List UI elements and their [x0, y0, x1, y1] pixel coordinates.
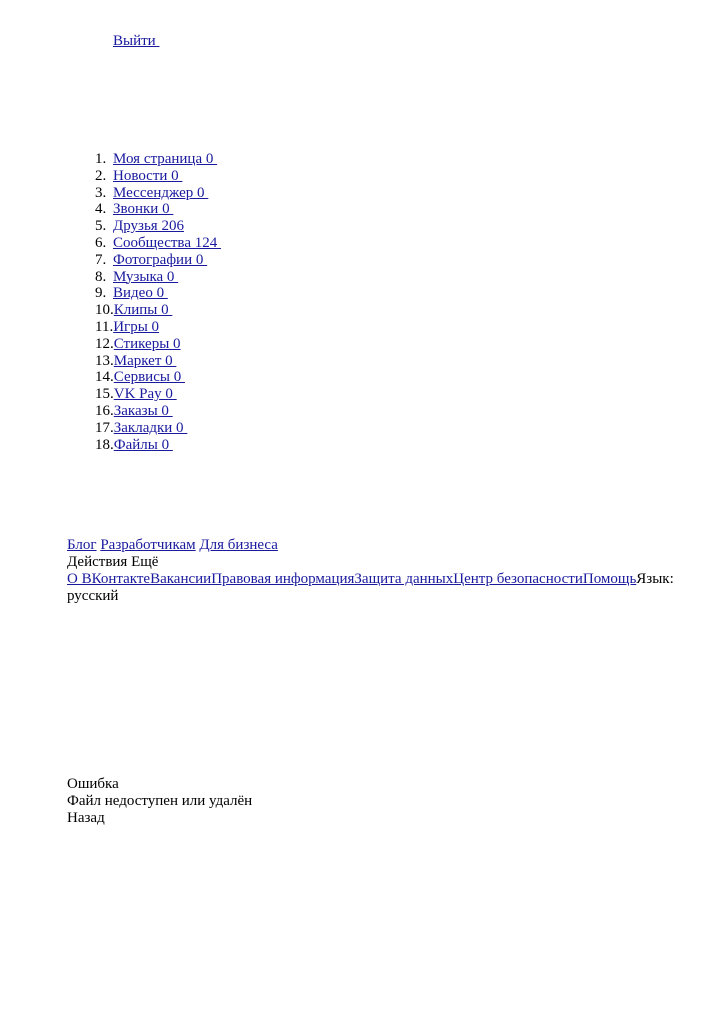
- menu-item-number: 17.: [95, 419, 114, 436]
- menu-item-number: 18.: [95, 436, 114, 453]
- menu-item: [95, 369, 221, 386]
- footer: [67, 537, 674, 605]
- menu-item-number: 15.: [95, 386, 114, 403]
- menu-item-number: 16.: [95, 402, 114, 419]
- footer-link-careers[interactable]: Вакансии: [150, 571, 212, 587]
- menu-link-calls[interactable]: Звонки 0: [113, 201, 174, 218]
- menu-item-number: 8.: [95, 268, 107, 285]
- menu-item: [95, 336, 221, 353]
- menu-link-bookmarks[interactable]: Закладки 0: [113, 419, 188, 436]
- menu-link-market[interactable]: Маркет 0: [113, 352, 177, 369]
- menu-link-vkpay[interactable]: VK Pay 0: [113, 386, 177, 403]
- menu-item: [95, 420, 221, 437]
- menu-link-services[interactable]: Сервисы 0: [113, 369, 185, 386]
- menu-item-number: 10.: [95, 302, 114, 319]
- header: [113, 33, 159, 50]
- menu-item: [95, 235, 221, 252]
- language-value[interactable]: русский: [67, 588, 119, 604]
- menu-item: [95, 437, 221, 454]
- footer-nav-row: [67, 537, 674, 554]
- menu-item: [95, 185, 221, 202]
- menu-item: [95, 201, 221, 218]
- menu-item-number: 14.: [95, 369, 114, 386]
- menu-item: [95, 302, 221, 319]
- menu-item: [95, 285, 221, 302]
- error-message: Файл недоступен или удалён: [67, 793, 253, 809]
- footer-info-row: [67, 571, 674, 588]
- menu-item-number: 5.: [95, 218, 107, 235]
- menu-item-number: 12.: [95, 335, 114, 352]
- menu-item-number: 7.: [95, 251, 107, 268]
- menu-link-photos[interactable]: Фотографии 0: [113, 251, 208, 268]
- back-link[interactable]: Назад: [67, 810, 105, 826]
- menu-link-communities[interactable]: Сообщества 124: [113, 234, 221, 251]
- menu-item-number: 2.: [95, 167, 107, 184]
- language-label: Язык:: [636, 571, 674, 587]
- menu-link-friends[interactable]: Друзья 206: [113, 218, 184, 235]
- menu-item: [95, 319, 221, 336]
- footer-link-about[interactable]: О ВКонтакте: [67, 571, 151, 587]
- menu-link-messenger[interactable]: Мессенджер 0: [113, 184, 209, 201]
- menu-item-number: 11.: [95, 318, 114, 335]
- menu-link-news[interactable]: Новости 0: [113, 167, 183, 184]
- menu-item: [95, 386, 221, 403]
- menu-link-my-page[interactable]: Моя страница 0: [113, 151, 218, 167]
- menu-item-number: 4.: [95, 201, 107, 218]
- menu-item: [95, 403, 221, 420]
- error-block: [67, 776, 252, 827]
- menu-item: [95, 252, 221, 269]
- logout-link[interactable]: Выйти: [113, 33, 160, 49]
- footer-link-developers[interactable]: Разработчикам: [100, 537, 196, 553]
- footer-link-business[interactable]: Для бизнеса: [199, 537, 278, 553]
- menu-item-number: 13.: [95, 352, 114, 369]
- menu-link-orders[interactable]: Заказы 0: [113, 402, 173, 419]
- menu-item-number: 6.: [95, 234, 107, 251]
- menu-item: [95, 269, 221, 286]
- footer-language-row: [67, 588, 674, 605]
- menu-link-stickers[interactable]: Стикеры 0: [113, 335, 181, 352]
- menu-link-video[interactable]: Видео 0: [113, 285, 168, 302]
- menu-item: [95, 353, 221, 370]
- footer-link-help[interactable]: Помощь: [582, 571, 637, 587]
- menu-link-clips[interactable]: Клипы 0: [113, 302, 173, 319]
- menu-item: [95, 151, 221, 168]
- menu-item: [95, 168, 221, 185]
- error-title: Ошибка: [67, 776, 119, 792]
- footer-link-safety-center[interactable]: Центр безопасности: [453, 571, 583, 587]
- actions-menu-label[interactable]: Действия: [67, 554, 128, 570]
- main-menu-list: [95, 151, 221, 453]
- footer-link-legal[interactable]: Правовая информация: [211, 571, 355, 587]
- menu-item-number: 9.: [95, 285, 107, 302]
- menu-item-number: 3.: [95, 184, 107, 201]
- menu-link-files[interactable]: Файлы 0: [113, 436, 173, 453]
- menu-link-music[interactable]: Музыка 0: [113, 268, 179, 285]
- footer-link-data-protection[interactable]: Защита данных: [354, 571, 454, 587]
- menu-item-number: 1.: [95, 151, 107, 167]
- more-menu-label[interactable]: Ещё: [131, 554, 159, 570]
- menu-link-games[interactable]: Игры 0: [113, 318, 160, 335]
- footer-link-blog[interactable]: Блог: [67, 537, 97, 553]
- menu-item: [95, 218, 221, 235]
- footer-actions-row: [67, 554, 674, 571]
